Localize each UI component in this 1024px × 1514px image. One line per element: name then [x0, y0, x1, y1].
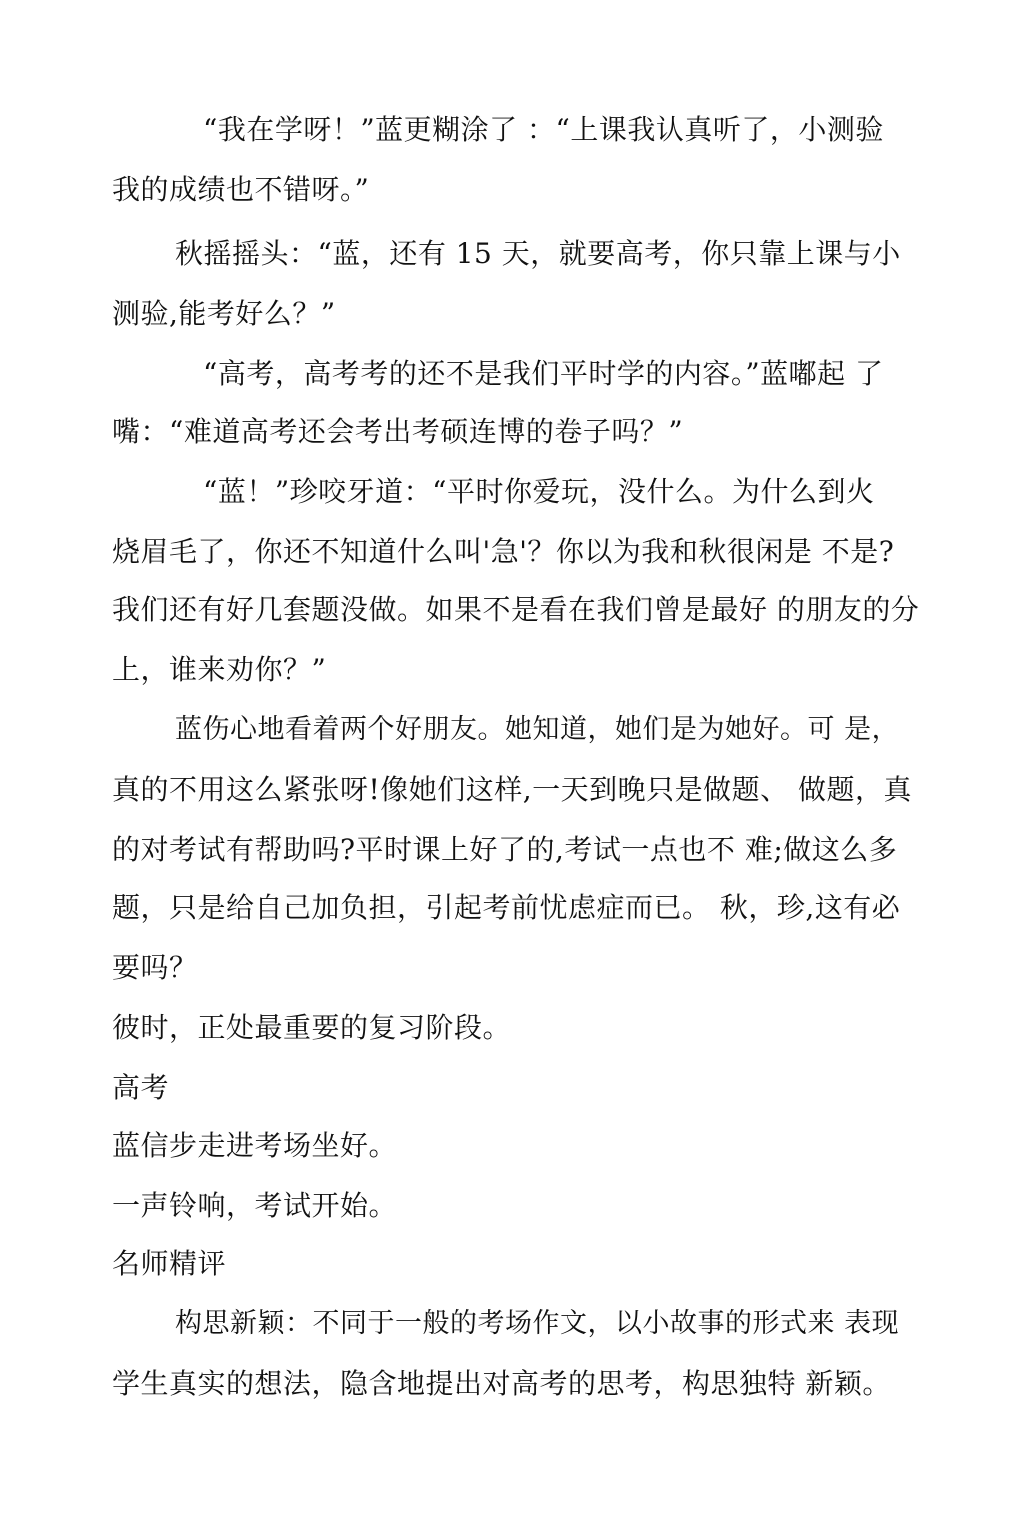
text-line: 要吗？ — [112, 951, 198, 984]
text-line: 蓝伤心地看着两个好朋友。她知道，她们是为她好。可 是， — [175, 714, 900, 745]
text-line: “蓝！”珍咬牙道：“平时你爱玩，没什么。为什么到火 — [203, 475, 875, 508]
text-line: 的对考试有帮助吗?平时课上好了的,考试一点也不 难;做这么多 — [112, 833, 898, 866]
text-line: 嘴：“难道高考还会考出考硕连博的卷子吗？” — [112, 415, 684, 448]
text-line: 题，只是给自己加负担，引起考前忧虑症而已。 秋，珍,这有必 — [112, 891, 901, 924]
text-line: 高考 — [112, 1071, 170, 1104]
text-line: “高考，高考考的还不是我们平时学的内容。”蓝嘟起 了 — [203, 357, 884, 390]
text-line: “我在学呀！”蓝更糊涂了 ：“上课我认真听了，小测验 — [203, 113, 884, 146]
text-line: 彼时，正处最重要的复习阶段。 — [112, 1011, 512, 1044]
text-line: 学生真实的想法，隐含地提出对高考的思考，构思独特 新颖。 — [112, 1367, 891, 1400]
text-line: 上，谁来劝你？” — [112, 653, 327, 686]
text-line: 秋摇摇头：“蓝，还有 15 天，就要高考，你只靠上课与小 — [175, 237, 901, 270]
text-line: 烧眉毛了，你还不知道什么叫'急'？你以为我和秋很闲是 不是? — [112, 535, 895, 568]
text-line: 蓝信步走进考场坐好。 — [112, 1129, 398, 1162]
text-line: 测验,能考好么？” — [112, 297, 336, 330]
text-line: 我们还有好几套题没做。如果不是看在我们曾是最好 的朋友的分 — [112, 593, 920, 626]
text-line: 名师精评 — [112, 1247, 227, 1280]
text-line: 一声铃响，考试开始。 — [112, 1189, 398, 1222]
text-line: 真的不用这么紧张呀!像她们这样,一天到晚只是做题、 做题，真 — [112, 773, 913, 806]
text-line: 我的成绩也不错呀。” — [112, 173, 370, 206]
text-line: 构思新颖：不同于一般的考场作文，以小故事的形式来 表现 — [175, 1308, 900, 1339]
